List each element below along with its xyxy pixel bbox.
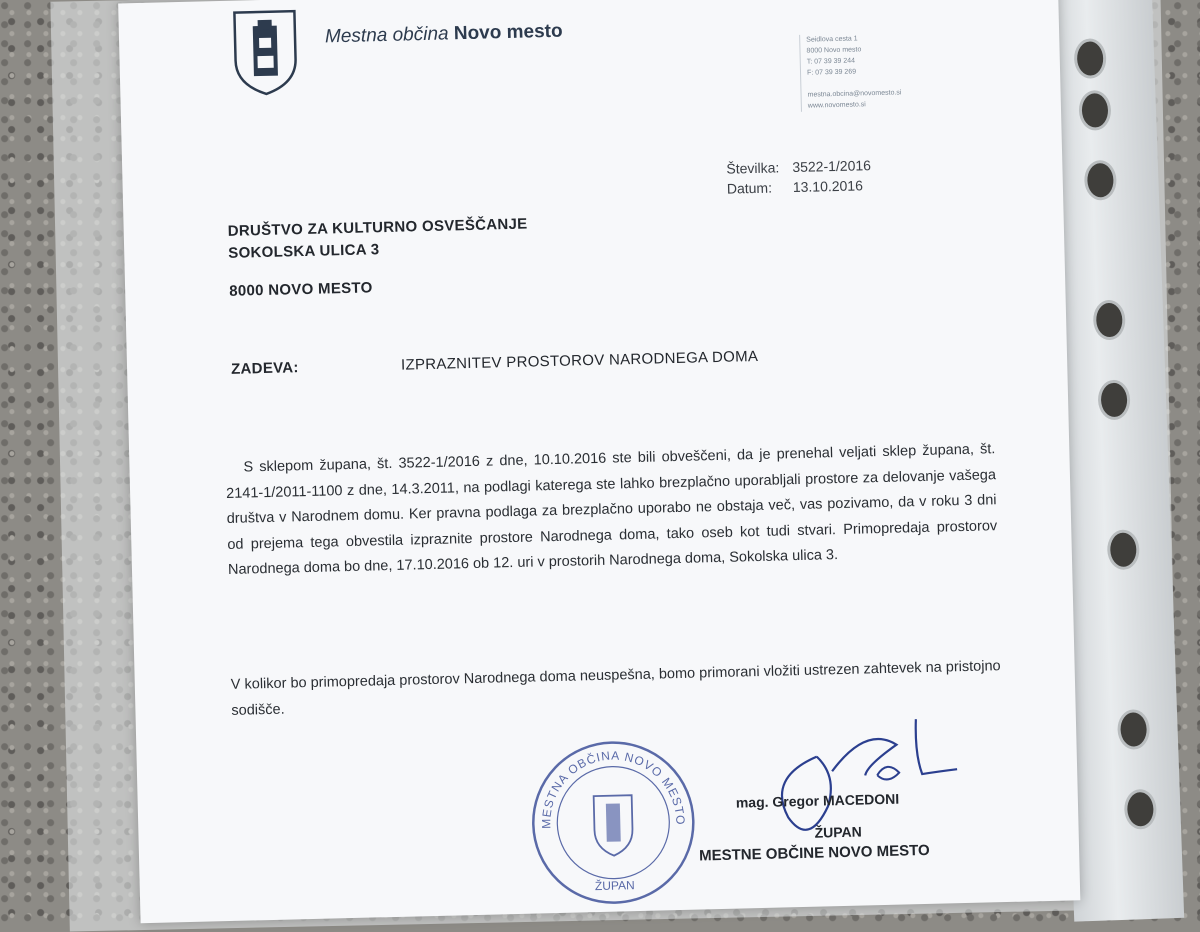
stamp-bottom-text: ŽUPAN xyxy=(594,878,635,894)
punch-hole xyxy=(1124,789,1157,830)
handwritten-signature xyxy=(746,713,969,838)
contact-line: www.novomesto.si xyxy=(807,101,866,110)
recipient-line: SOKOLSKA ULICA 3 xyxy=(228,241,380,262)
official-stamp xyxy=(526,736,700,910)
punch-hole xyxy=(1117,709,1150,750)
municipal-crest-icon xyxy=(230,7,300,97)
date-value: 13.10.2016 xyxy=(792,177,864,196)
punch-hole xyxy=(1078,90,1111,131)
municipality-name: Mestna občina Novo mesto xyxy=(324,20,563,48)
recipient-address xyxy=(227,214,528,265)
contact-block xyxy=(799,30,988,112)
punch-hole xyxy=(1073,38,1106,79)
number-label: Številka: xyxy=(726,159,780,177)
punch-hole xyxy=(1084,160,1117,201)
punch-hole xyxy=(1097,379,1130,420)
recipient-line: DRUŠTVO ZA KULTURNO OSVEŠČANJE xyxy=(227,215,528,240)
punch-hole xyxy=(1107,529,1140,570)
contact-line: F: 07 39 39 269 xyxy=(806,68,857,77)
number-value: 3522-1/2016 xyxy=(792,157,872,176)
date-label: Datum: xyxy=(726,179,773,197)
subject-text: IZPRAZNITEV PROSTOROV NARODNEGA DOMA xyxy=(400,347,759,374)
contact-line: mestna.obcina@novomesto.si xyxy=(807,89,902,99)
contact-line: Seidlova cesta 1 xyxy=(806,35,858,44)
contact-line: 8000 Novo mesto xyxy=(806,46,862,55)
punch-hole xyxy=(1093,300,1126,341)
signatory-organization: MESTNE OBČINE NOVO MESTO xyxy=(698,841,930,865)
signatory-name: mag. Gregor MACEDONI xyxy=(735,790,900,811)
body-paragraph: V kolikor bo primopredaja prostorov Narodnega doma neuspešna, bomo primorani vložiti ustrezen zahtevek na pristojno sodišče. xyxy=(230,658,1001,719)
body-paragraph: S sklepom župana, št. 3522-1/2016 z dne, 10.10.2016 ste bili obveščeni, da je prenehal veljati sklep župana, št. 2141-1/2011-1100 z dne, 14.3.2011, na podlagi katerega ste lahko brezplačno uporabljali prostore za delovanje vašega društva v Narodnem domu. Ker pravna podlaga za brezplačno uporabo ne obstaja več, vas pozivamo, da v roku 3 dni od prejema tega obvestila izpraznite prostore Narodnega doma, tako oseb kot tudi stvari. Primopredaja prostorov Narodnega doma bo dne, 17.10.2016 ob 12. uri v prostorih Narodnega doma, Sokolska ulica 3. xyxy=(225,441,998,578)
stamp-ring-text: MESTNA OBČINA NOVO MESTO xyxy=(539,748,688,829)
signatory-role: ŽUPAN xyxy=(814,823,862,841)
recipient-city: 8000 NOVO MESTO xyxy=(228,279,373,300)
letter-page xyxy=(118,0,1080,923)
subject-label: ZADEVA: xyxy=(230,359,299,378)
reference-block xyxy=(726,155,872,199)
contact-line: T: 07 39 39 244 xyxy=(806,57,856,66)
